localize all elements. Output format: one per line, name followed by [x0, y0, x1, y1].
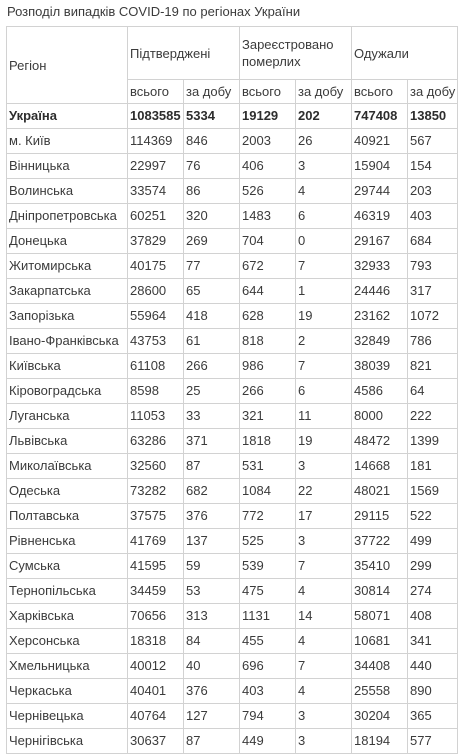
recovered-per-day-cell: 567	[408, 129, 458, 154]
region-cell: Харківська	[7, 604, 128, 629]
recovered-per-day-cell: 274	[408, 579, 458, 604]
table-row	[7, 429, 458, 454]
deaths-per-day-cell: 26	[296, 129, 352, 154]
confirmed-total-cell: 73282	[128, 479, 184, 504]
deaths-total-cell: 539	[240, 554, 296, 579]
confirmed-total-cell: 41595	[128, 554, 184, 579]
recovered-per-day-cell: 154	[408, 154, 458, 179]
table-row	[7, 329, 458, 354]
region-cell: Житомирська	[7, 254, 128, 279]
recovered-per-day-cell: 64	[408, 379, 458, 404]
recovered-total-cell: 29115	[352, 504, 408, 529]
confirmed-total-cell: 43753	[128, 329, 184, 354]
region-cell: Сумська	[7, 554, 128, 579]
region-cell: Кіровоградська	[7, 379, 128, 404]
recovered-total-cell: 38039	[352, 354, 408, 379]
confirmed-total-cell: 55964	[128, 304, 184, 329]
recovered-total-cell: 747408	[352, 104, 408, 129]
deaths-total-cell: 794	[240, 704, 296, 729]
confirmed-total-cell: 30637	[128, 729, 184, 754]
region-cell: Івано-Франківська	[7, 329, 128, 354]
confirmed-per-day-cell: 266	[184, 354, 240, 379]
recovered-per-day-cell: 793	[408, 254, 458, 279]
header-confirmed-per-day: за добу	[184, 80, 240, 104]
region-cell: м. Київ	[7, 129, 128, 154]
deaths-total-cell: 1483	[240, 204, 296, 229]
deaths-per-day-cell: 6	[296, 204, 352, 229]
region-cell: Вінницька	[7, 154, 128, 179]
recovered-total-cell: 4586	[352, 379, 408, 404]
deaths-per-day-cell: 19	[296, 429, 352, 454]
recovered-per-day-cell: 577	[408, 729, 458, 754]
recovered-total-cell: 18194	[352, 729, 408, 754]
confirmed-per-day-cell: 5334	[184, 104, 240, 129]
table-row	[7, 154, 458, 179]
table-row	[7, 354, 458, 379]
confirmed-total-cell: 40175	[128, 254, 184, 279]
recovered-per-day-cell: 499	[408, 529, 458, 554]
recovered-per-day-cell: 222	[408, 404, 458, 429]
region-cell: Чернігівська	[7, 729, 128, 754]
deaths-per-day-cell: 4	[296, 179, 352, 204]
covid-regions-table	[6, 26, 458, 754]
confirmed-total-cell: 22997	[128, 154, 184, 179]
deaths-per-day-cell: 202	[296, 104, 352, 129]
recovered-per-day-cell: 365	[408, 704, 458, 729]
recovered-per-day-cell: 299	[408, 554, 458, 579]
deaths-per-day-cell: 14	[296, 604, 352, 629]
recovered-total-cell: 37722	[352, 529, 408, 554]
confirmed-total-cell: 8598	[128, 379, 184, 404]
recovered-per-day-cell: 890	[408, 679, 458, 704]
header-confirmed: Підтверджені	[128, 27, 240, 80]
deaths-total-cell: 696	[240, 654, 296, 679]
region-cell: Чернівецька	[7, 704, 128, 729]
confirmed-total-cell: 114369	[128, 129, 184, 154]
confirmed-per-day-cell: 25	[184, 379, 240, 404]
recovered-per-day-cell: 786	[408, 329, 458, 354]
table-row	[7, 279, 458, 304]
deaths-per-day-cell: 2	[296, 329, 352, 354]
confirmed-per-day-cell: 59	[184, 554, 240, 579]
table-row	[7, 454, 458, 479]
table-row	[7, 604, 458, 629]
deaths-per-day-cell: 3	[296, 454, 352, 479]
table-row	[7, 529, 458, 554]
region-cell: Дніпропетровська	[7, 204, 128, 229]
recovered-total-cell: 15904	[352, 154, 408, 179]
deaths-total-cell: 403	[240, 679, 296, 704]
table-row	[7, 629, 458, 654]
confirmed-per-day-cell: 65	[184, 279, 240, 304]
confirmed-total-cell: 33574	[128, 179, 184, 204]
recovered-per-day-cell: 1569	[408, 479, 458, 504]
recovered-total-cell: 34408	[352, 654, 408, 679]
deaths-total-cell: 526	[240, 179, 296, 204]
confirmed-per-day-cell: 376	[184, 679, 240, 704]
table-row	[7, 129, 458, 154]
deaths-per-day-cell: 3	[296, 154, 352, 179]
deaths-per-day-cell: 3	[296, 704, 352, 729]
confirmed-per-day-cell: 682	[184, 479, 240, 504]
header-confirmed-total: всього	[128, 80, 184, 104]
confirmed-per-day-cell: 269	[184, 229, 240, 254]
region-cell: Рівненська	[7, 529, 128, 554]
recovered-per-day-cell: 408	[408, 604, 458, 629]
confirmed-per-day-cell: 61	[184, 329, 240, 354]
deaths-per-day-cell: 22	[296, 479, 352, 504]
deaths-total-cell: 1818	[240, 429, 296, 454]
table-row	[7, 379, 458, 404]
deaths-total-cell: 818	[240, 329, 296, 354]
confirmed-per-day-cell: 33	[184, 404, 240, 429]
confirmed-total-cell: 18318	[128, 629, 184, 654]
deaths-total-cell: 986	[240, 354, 296, 379]
deaths-total-cell: 2003	[240, 129, 296, 154]
recovered-total-cell: 46319	[352, 204, 408, 229]
confirmed-per-day-cell: 320	[184, 204, 240, 229]
deaths-total-cell: 321	[240, 404, 296, 429]
confirmed-per-day-cell: 53	[184, 579, 240, 604]
deaths-per-day-cell: 4	[296, 629, 352, 654]
region-cell: Черкаська	[7, 679, 128, 704]
region-cell: Полтавська	[7, 504, 128, 529]
confirmed-per-day-cell: 76	[184, 154, 240, 179]
table-row	[7, 179, 458, 204]
confirmed-total-cell: 37575	[128, 504, 184, 529]
table-row-total	[7, 104, 458, 129]
deaths-per-day-cell: 7	[296, 654, 352, 679]
deaths-per-day-cell: 3	[296, 529, 352, 554]
recovered-total-cell: 32933	[352, 254, 408, 279]
deaths-total-cell: 1131	[240, 604, 296, 629]
recovered-total-cell: 29744	[352, 179, 408, 204]
header-row-groups	[7, 27, 458, 80]
recovered-total-cell: 48472	[352, 429, 408, 454]
confirmed-per-day-cell: 846	[184, 129, 240, 154]
confirmed-total-cell: 60251	[128, 204, 184, 229]
table-row	[7, 679, 458, 704]
deaths-total-cell: 455	[240, 629, 296, 654]
recovered-per-day-cell: 821	[408, 354, 458, 379]
confirmed-per-day-cell: 86	[184, 179, 240, 204]
confirmed-per-day-cell: 87	[184, 729, 240, 754]
recovered-total-cell: 14668	[352, 454, 408, 479]
confirmed-per-day-cell: 418	[184, 304, 240, 329]
table-row	[7, 479, 458, 504]
recovered-total-cell: 30814	[352, 579, 408, 604]
page-title: Розподіл випадків COVID-19 по регіонах України	[7, 4, 301, 19]
deaths-per-day-cell: 11	[296, 404, 352, 429]
deaths-total-cell: 449	[240, 729, 296, 754]
deaths-total-cell: 525	[240, 529, 296, 554]
region-cell: Запорізька	[7, 304, 128, 329]
deaths-total-cell: 19129	[240, 104, 296, 129]
deaths-per-day-cell: 19	[296, 304, 352, 329]
recovered-total-cell: 25558	[352, 679, 408, 704]
recovered-total-cell: 29167	[352, 229, 408, 254]
deaths-total-cell: 672	[240, 254, 296, 279]
recovered-total-cell: 30204	[352, 704, 408, 729]
header-deaths: Зареєстровано померлих	[240, 27, 352, 80]
table-row	[7, 729, 458, 754]
deaths-per-day-cell: 6	[296, 379, 352, 404]
table-row	[7, 204, 458, 229]
region-cell: Луганська	[7, 404, 128, 429]
confirmed-per-day-cell: 87	[184, 454, 240, 479]
confirmed-per-day-cell: 137	[184, 529, 240, 554]
table-row	[7, 654, 458, 679]
confirmed-per-day-cell: 40	[184, 654, 240, 679]
confirmed-per-day-cell: 84	[184, 629, 240, 654]
region-cell: Херсонська	[7, 629, 128, 654]
deaths-per-day-cell: 4	[296, 579, 352, 604]
region-cell: Миколаївська	[7, 454, 128, 479]
header-recovered: Одужали	[352, 27, 458, 80]
table-row	[7, 229, 458, 254]
confirmed-total-cell: 11053	[128, 404, 184, 429]
header-recovered-total: всього	[352, 80, 408, 104]
confirmed-per-day-cell: 371	[184, 429, 240, 454]
deaths-per-day-cell: 7	[296, 554, 352, 579]
recovered-total-cell: 32849	[352, 329, 408, 354]
recovered-total-cell: 23162	[352, 304, 408, 329]
confirmed-total-cell: 40764	[128, 704, 184, 729]
region-cell: Одеська	[7, 479, 128, 504]
confirmed-total-cell: 37829	[128, 229, 184, 254]
recovered-per-day-cell: 440	[408, 654, 458, 679]
recovered-per-day-cell: 13850	[408, 104, 458, 129]
deaths-per-day-cell: 1	[296, 279, 352, 304]
header-deaths-per-day: за добу	[296, 80, 352, 104]
confirmed-total-cell: 63286	[128, 429, 184, 454]
header-region: Регіон	[7, 27, 128, 104]
table-row	[7, 254, 458, 279]
table-row	[7, 504, 458, 529]
region-cell: Україна	[7, 104, 128, 129]
deaths-total-cell: 772	[240, 504, 296, 529]
deaths-per-day-cell: 0	[296, 229, 352, 254]
region-cell: Волинська	[7, 179, 128, 204]
deaths-total-cell: 704	[240, 229, 296, 254]
recovered-per-day-cell: 684	[408, 229, 458, 254]
recovered-per-day-cell: 203	[408, 179, 458, 204]
recovered-total-cell: 24446	[352, 279, 408, 304]
table-body	[7, 104, 458, 754]
region-cell: Донецька	[7, 229, 128, 254]
confirmed-total-cell: 40012	[128, 654, 184, 679]
confirmed-total-cell: 28600	[128, 279, 184, 304]
confirmed-total-cell: 32560	[128, 454, 184, 479]
recovered-per-day-cell: 403	[408, 204, 458, 229]
confirmed-per-day-cell: 77	[184, 254, 240, 279]
table-row	[7, 579, 458, 604]
recovered-per-day-cell: 522	[408, 504, 458, 529]
confirmed-per-day-cell: 313	[184, 604, 240, 629]
recovered-total-cell: 40921	[352, 129, 408, 154]
recovered-per-day-cell: 341	[408, 629, 458, 654]
deaths-total-cell: 406	[240, 154, 296, 179]
region-cell: Львівська	[7, 429, 128, 454]
confirmed-total-cell: 34459	[128, 579, 184, 604]
confirmed-total-cell: 41769	[128, 529, 184, 554]
recovered-total-cell: 48021	[352, 479, 408, 504]
recovered-per-day-cell: 1399	[408, 429, 458, 454]
recovered-per-day-cell: 1072	[408, 304, 458, 329]
recovered-total-cell: 35410	[352, 554, 408, 579]
recovered-total-cell: 8000	[352, 404, 408, 429]
deaths-total-cell: 1084	[240, 479, 296, 504]
confirmed-total-cell: 40401	[128, 679, 184, 704]
deaths-total-cell: 531	[240, 454, 296, 479]
recovered-total-cell: 10681	[352, 629, 408, 654]
deaths-per-day-cell: 7	[296, 254, 352, 279]
table-row	[7, 304, 458, 329]
recovered-per-day-cell: 317	[408, 279, 458, 304]
confirmed-total-cell: 1083585	[128, 104, 184, 129]
confirmed-total-cell: 70656	[128, 604, 184, 629]
header-recovered-per-day: за добу	[408, 80, 458, 104]
deaths-total-cell: 644	[240, 279, 296, 304]
deaths-total-cell: 475	[240, 579, 296, 604]
deaths-per-day-cell: 7	[296, 354, 352, 379]
region-cell: Закарпатська	[7, 279, 128, 304]
recovered-total-cell: 58071	[352, 604, 408, 629]
table-row	[7, 404, 458, 429]
table-row	[7, 704, 458, 729]
deaths-total-cell: 628	[240, 304, 296, 329]
header-deaths-total: всього	[240, 80, 296, 104]
deaths-total-cell: 266	[240, 379, 296, 404]
deaths-per-day-cell: 4	[296, 679, 352, 704]
region-cell: Тернопільська	[7, 579, 128, 604]
confirmed-per-day-cell: 127	[184, 704, 240, 729]
confirmed-per-day-cell: 376	[184, 504, 240, 529]
recovered-per-day-cell: 181	[408, 454, 458, 479]
region-cell: Хмельницька	[7, 654, 128, 679]
deaths-per-day-cell: 17	[296, 504, 352, 529]
deaths-per-day-cell: 3	[296, 729, 352, 754]
region-cell: Київська	[7, 354, 128, 379]
table-row	[7, 554, 458, 579]
confirmed-total-cell: 61108	[128, 354, 184, 379]
